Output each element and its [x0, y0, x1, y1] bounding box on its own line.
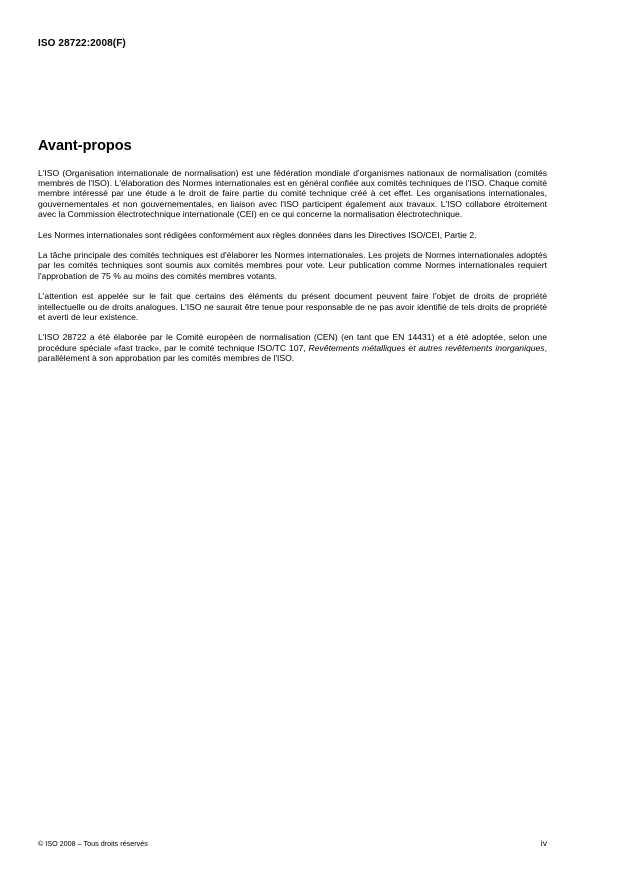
copyright-notice: © ISO 2008 – Tous droits réservés: [38, 839, 148, 848]
foreword-body: [38, 168, 547, 374]
paragraph-patent-rights: L'attention est appelée sur le fait que certains des éléments du présent document peuvent faire l'objet de droits de propriété intellectuelle ou de droits analogues. L'ISO ne saurait être tenue pour responsable de ne pas avoir identifié de tels droits de propriété et averti de leur existence.: [38, 291, 547, 322]
document-id-header: ISO 28722:2008(F): [38, 38, 126, 49]
page-number: iv: [540, 838, 547, 848]
paragraph-iso-organisation: L'ISO (Organisation internationale de normalisation) est une fédération mondiale d'organismes nationaux de normalisation (comités membres de l'ISO). L'élaboration des Normes internationales est en général confiée aux comités techniques de l'ISO. Chaque comité membre intéressé par une étude a le droit de faire partie du comité technique créé à cet effet. Les organisations internationales, gouvernementales et non gouvernementales, en liaison avec l'ISO participent également aux travaux. L'ISO collabore étroitement avec la Commission électrotechnique internationale (CEI) en ce qui concerne la normalisation électrotechnique.: [38, 168, 547, 219]
preparation-text-start: L'ISO 28722 a été élaborée par le Comité européen de normalisation (CEN) (en tant que EN 14431) et a été adoptée, selon une procédure spéciale «fast track», par le comité technique ISO/TC 107,: [38, 332, 547, 353]
paragraph-technical-committees: La tâche principale des comités techniques est d'élaborer les Normes internationales. Les projets de Normes internationales adoptés par les comités techniques sont soumis aux comités membres pour vote. Leur publication comme Normes internationales requiert l'approbation de 75 % au moins des comités membres votants.: [38, 250, 547, 281]
paragraph-preparation: [38, 332, 547, 363]
page-footer: [38, 839, 547, 848]
paragraph-directives: Les Normes internationales sont rédigées conformément aux règles données dans les Directives ISO/CEI, Partie 2.: [38, 229, 477, 240]
preparation-text-end: , parallèlement à son approbation par les comités membres de l'ISO.: [38, 342, 547, 363]
section-title: Avant-propos: [38, 138, 132, 154]
committee-title: Revêtements métalliques et autres revêtements inorganiques: [308, 342, 545, 353]
